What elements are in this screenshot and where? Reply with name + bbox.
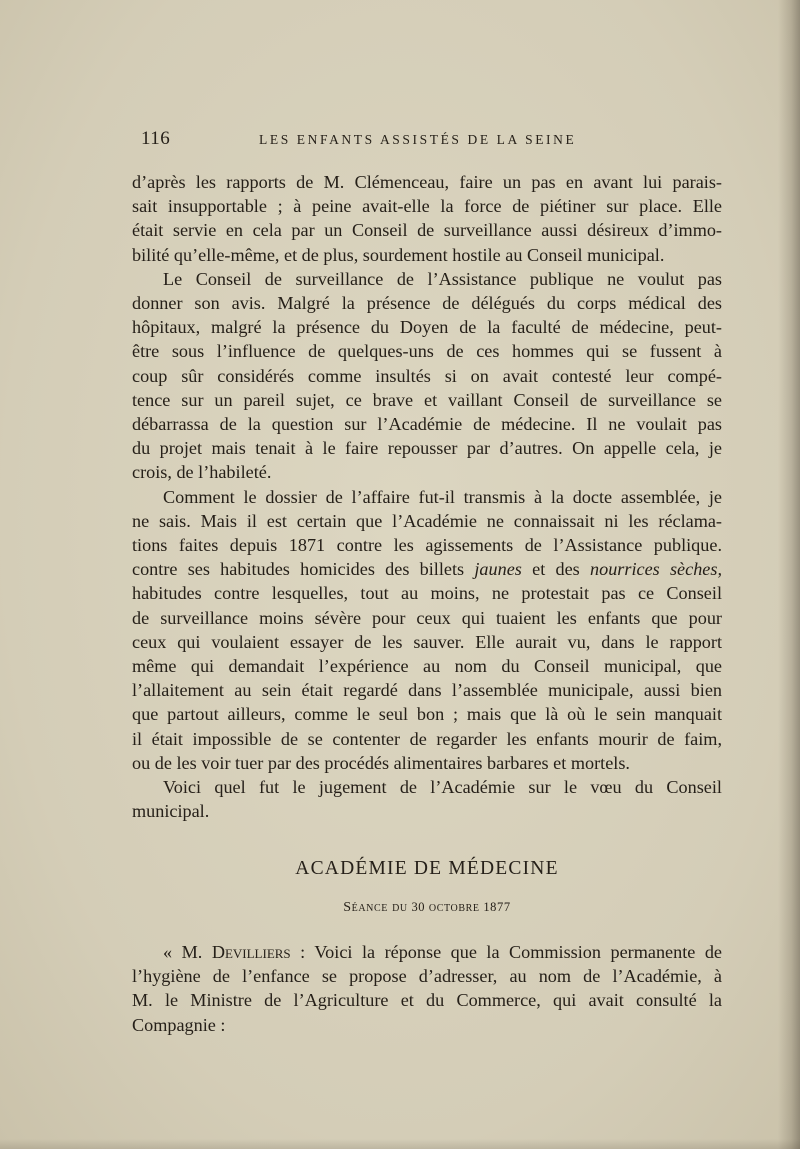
text-line: Voici quel fut le jugement de l’Académie sur le vœu du Conseil xyxy=(163,777,722,798)
text-line: que partout ailleurs, comme le seul bon ; mais que là où le sein manquait xyxy=(132,704,722,725)
text-line: même qui demandait l’expérience au nom du Conseil municipal, que xyxy=(132,656,722,677)
text-line: être sous l’influence de quelques-uns de ces hommes qui se fussent à xyxy=(132,341,722,362)
text-line: du projet mais tenait à le faire repousser par d’autres. On appelle cela, je xyxy=(132,438,722,459)
text-line: Comment le dossier de l’affaire fut-il transmis à la docte assemblée, je xyxy=(163,486,722,507)
text-line: hôpitaux, malgré la présence du Doyen de la faculté de médecine, peut- xyxy=(132,317,722,338)
text-line: ou de les voir tuer par des procédés alimentaires barbares et mortels. xyxy=(132,752,630,773)
text-line: tence sur un pareil sujet, ce brave et vaillant Conseil de surveillance se xyxy=(132,389,722,410)
section-title: ACADÉMIE DE MÉDECINE xyxy=(295,858,559,879)
text-line: sait insupportable ; à peine avait-elle la force de piétiner sur place. Elle xyxy=(132,196,722,217)
quote-line: M. le Ministre de l’Agriculture et du Commerce, qui avait consulté la xyxy=(132,990,722,1011)
text-line: municipal. xyxy=(132,801,210,822)
italic-fragment: jaunes xyxy=(474,559,522,580)
body-text xyxy=(132,170,722,823)
text-line: l’allaitement au sein était regardé dans l’assemblée municipale, aussi bien xyxy=(132,680,722,701)
text-line: coup sûr considérés comme insultés si on avait contesté leur compé- xyxy=(132,365,722,386)
quote-open: « M. xyxy=(163,942,212,962)
quote-line: Compagnie : xyxy=(132,1014,226,1035)
text-fragment: et des xyxy=(521,559,591,580)
page-number: 116 xyxy=(141,128,171,149)
running-head: LES ENFANTS ASSISTÉS DE LA SEINE xyxy=(259,132,577,147)
session-year: 1877 xyxy=(479,900,511,914)
text-line: bilité qu’elle-même, et de plus, sourdement hostile au Conseil municipal. xyxy=(132,244,665,265)
text-line: il était impossible de se contenter de regarder les enfants mourir de faim, xyxy=(132,728,722,749)
text-line: d’après les rapports de M. Clémenceau, faire un pas en avant lui parais- xyxy=(132,172,722,192)
quote-line: l’hygiène de l’enfance se propose d’adresser, au nom de l’Académie, à xyxy=(132,966,722,987)
text-line: crois, de l’habileté. xyxy=(132,462,272,483)
session-prefix: Séance du xyxy=(343,900,408,915)
session-day: 30 xyxy=(407,900,429,914)
quote-text: : Voici la réponse que la Commission permanente de xyxy=(290,942,722,962)
page-bottom-shadow xyxy=(0,1139,800,1149)
italic-fragment: nourrices sèches, xyxy=(590,559,722,580)
text-line: Le Conseil de surveillance de l’Assistance publique ne voulut pas xyxy=(163,268,722,289)
text-line: ceux qui voulaient essayer de les sauver. Elle aurait vu, dans le rapport xyxy=(132,631,722,652)
text-line: était servie en cela par un Conseil de surveillance aussi désireux d’immo- xyxy=(132,220,722,241)
text-line: tions faites depuis 1871 contre les agissements de l’Assistance publique. xyxy=(132,535,722,556)
text-line: donner son avis. Malgré la présence de délégués du corps médical des xyxy=(132,293,722,314)
session-date xyxy=(132,900,722,916)
speaker-name: Devilliers xyxy=(211,942,291,962)
text-line: de surveillance moins sévère pour ceux qui tuaient les enfants que pour xyxy=(132,607,722,628)
text-line-with-italics xyxy=(132,557,722,581)
quote-line xyxy=(132,940,722,964)
page-header xyxy=(141,128,726,152)
quote-block xyxy=(132,940,722,1037)
text-line: habitudes contre lesquelles, tout au moins, ne protestait pas ce Conseil xyxy=(132,583,722,604)
page-gutter-shadow xyxy=(778,0,800,1149)
text-fragment: contre ses habitudes homicides des billets xyxy=(132,559,475,580)
session-month: octobre xyxy=(428,900,480,915)
text-line: débarrassa de la question sur l’Académie de médecine. Il ne voulait pas xyxy=(132,414,722,435)
text-line: ne sais. Mais il est certain que l’Académie ne connaissait ni les réclama- xyxy=(132,510,722,531)
